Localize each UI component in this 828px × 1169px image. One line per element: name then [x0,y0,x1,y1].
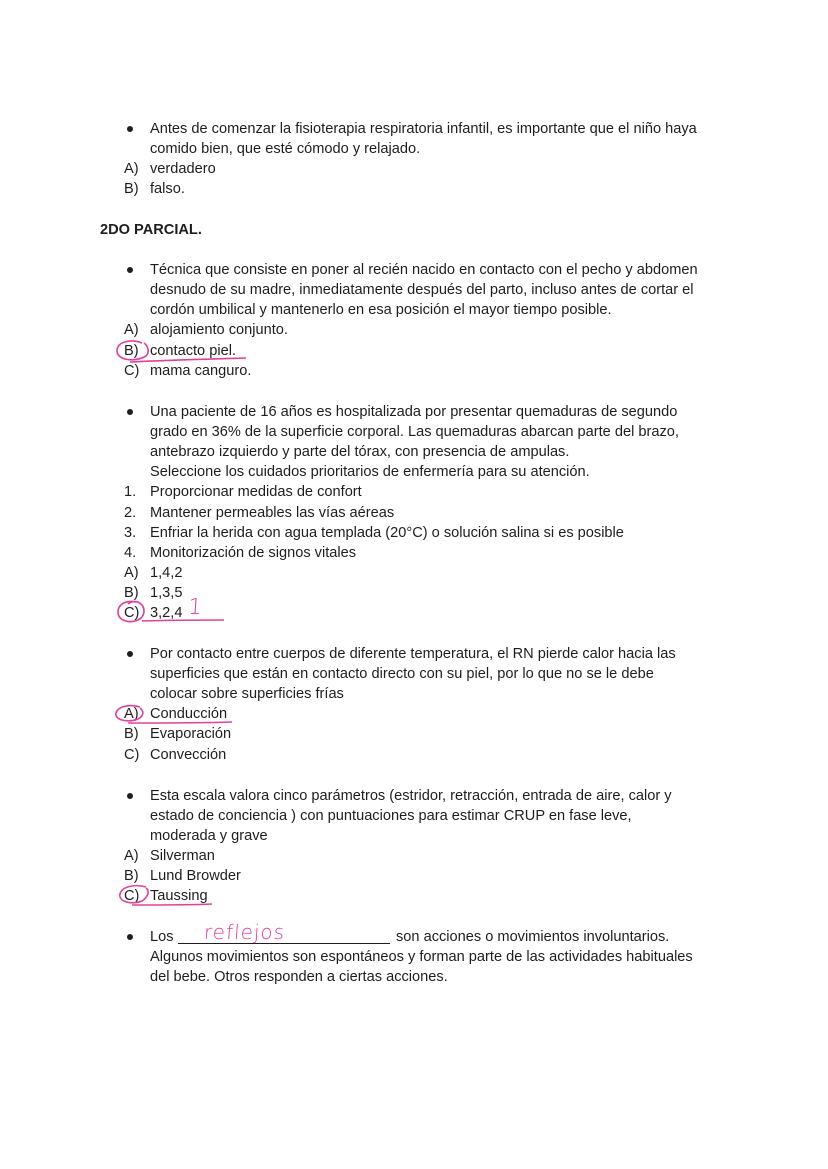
option-text: Lund Browder [150,868,241,884]
question-text: Una paciente de 16 años es hospitalizada por presentar quemaduras de segundo [150,404,678,420]
question-text: Por contacto entre cuerpos de diferente temperatura, el RN pierde calor hacia las [150,646,676,662]
option-label: B) [124,868,139,884]
option-text: alojamiento conjunto. [150,322,288,338]
question-text: Seleccione los cuidados prioritarios de enfermería para su atención. [150,464,590,480]
numbered-text: Proporcionar medidas de confort [150,484,362,500]
question-text: desnudo de su madre, inmediatamente después del parto, incluso antes de cortar el [150,282,694,298]
option-label: A) [124,848,139,864]
option-label: A) [124,565,139,581]
numbered-label: 4. [124,545,137,561]
question-text: antebrazo izquierdo y parte del tórax, con presencia de ampulas. [150,444,570,460]
question-text: Algunos movimientos son espontáneos y forman parte de las actividades habituales [150,949,693,965]
bullet-icon [127,934,133,940]
question-suffix: son acciones o movimientos involuntarios. [396,929,670,945]
bullet-icon [127,126,133,132]
question-text: comido bien, que esté cómodo y relajado. [150,141,421,157]
handwritten-note: 1 [187,595,204,620]
option-text: contacto piel. [150,343,236,359]
question-prefix: Los [150,929,174,945]
bullet-icon [127,409,133,415]
option-text: verdadero [150,161,216,177]
numbered-label: 2. [124,505,137,521]
option-text: 3,2,4 [150,605,183,621]
question-text: colocar sobre superficies frías [150,686,344,702]
option-label: A) [124,706,139,722]
option-label: C) [124,363,140,379]
option-label: C) [124,888,140,904]
option-label: C) [124,747,140,763]
option-text: falso. [150,181,185,197]
question-text: del bebe. Otros responden a ciertas acciones. [150,969,448,985]
section-heading: 2DO PARCIAL. [100,222,202,238]
question-text: Antes de comenzar la fisioterapia respiratoria infantil, es importante que el niño haya [150,121,697,137]
question-text: Esta escala valora cinco parámetros (estridor, retracción, entrada de aire, calor y [150,788,672,804]
question-text: superficies que están en contacto directo con su piel, por lo que no se le debe [150,666,654,682]
option-label: B) [124,343,139,359]
numbered-text: Monitorización de signos vitales [150,545,357,561]
question-text: estado de conciencia ) con puntuaciones para estimar CRUP en fase leve, [150,808,632,824]
option-label: A) [124,322,139,338]
numbered-label: 1. [124,484,137,500]
question-text: moderada y grave [150,828,268,844]
bullet-icon [127,651,133,657]
option-text: Evaporación [150,726,232,742]
numbered-label: 3. [124,525,137,541]
numbered-text: Mantener permeables las vías aéreas [150,505,395,521]
option-text: Taussing [150,888,208,904]
handwritten-answer: reflejos [203,920,287,944]
option-text: Convección [150,747,227,763]
option-label: B) [124,726,139,742]
option-text: mama canguro. [150,363,252,379]
option-label: A) [124,161,139,177]
numbered-text: Enfriar la herida con agua templada (20°C) o solución salina si es posible [150,525,624,541]
option-label: B) [124,585,139,601]
bullet-icon [127,267,133,273]
option-text: 1,4,2 [150,565,183,581]
option-label: B) [124,181,139,197]
question-text: cordón umbilical y mantenerlo en esa posición el mayor tiempo posible. [150,302,612,318]
question-text: grado en 36% de la superficie corporal. Las quemaduras abarcan parte del brazo, [150,424,679,440]
option-text: Silverman [150,848,215,864]
question-text: Técnica que consiste en poner al recién nacido en contacto con el pecho y abdomen [150,262,698,278]
option-text: Conducción [150,706,228,722]
bullet-icon [127,793,133,799]
option-text: 1,3,5 [150,585,183,601]
option-label: C) [124,605,140,621]
